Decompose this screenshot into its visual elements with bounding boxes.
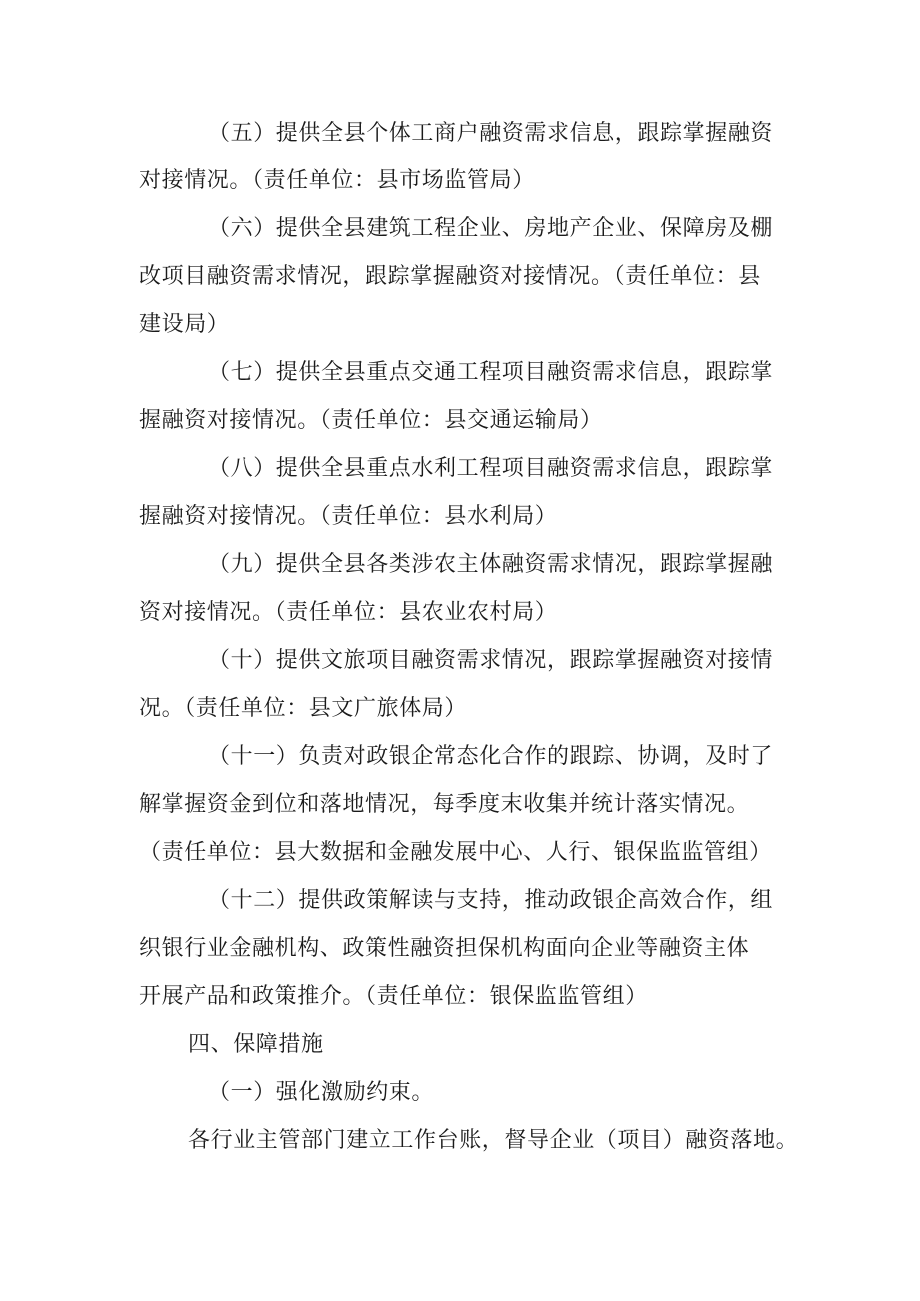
text-line: 建设局） [139, 312, 230, 337]
text-line: 握融资对接情况。（责任单位：县交通运输局） [139, 408, 603, 433]
text-line: （八）提供全县重点水利工程项目融资需求信息，跟踪掌 [208, 456, 774, 481]
text-line: 况。（责任单位：县文广旅体局） [139, 696, 468, 721]
text-line: 握融资对接情况。（责任单位：县水利局） [139, 504, 558, 529]
text-line: 对接情况。（责任单位：县市场监管局） [139, 168, 535, 193]
text-line: 织银行业金融机构、政策性融资担保机构面向企业等融资主体 [139, 936, 750, 961]
text-line: （十）提供文旅项目融资需求情况，跟踪掌握融资对接情 [208, 648, 774, 673]
section-heading: 四、保障措施 [188, 1032, 324, 1057]
text-line: 开展产品和政策推介。（责任单位：银保监监管组） [139, 984, 648, 1009]
text-line: （十二）提供政策解读与支持，推动政银企高效合作，组 [208, 888, 774, 913]
text-line: （责任单位：县大数据和金融发展中心、人行、银保监监管组） [139, 840, 772, 865]
text-line: （九）提供全县各类涉农主体融资需求情况，跟踪掌握融 [208, 552, 774, 577]
text-line: （十一）负责对政银企常态化合作的跟踪、协调，及时了 [208, 744, 774, 769]
text-line: 改项目融资需求情况，跟踪掌握融资对接情况。（责任单位：县 [139, 264, 761, 289]
text-line: 各行业主管部门建立工作台账，督导企业（项目）融资落地。 [188, 1128, 799, 1153]
text-line: 资对接情况。（责任单位：县农业农村局） [139, 600, 558, 625]
subsection-heading: （一）强化激励约束。 [208, 1080, 435, 1105]
text-line: （五）提供全县个体工商户融资需求信息，跟踪掌握融资 [208, 121, 774, 146]
text-line: （六）提供全县建筑工程企业、房地产企业、保障房及棚 [208, 216, 774, 241]
text-line: 解掌握资金到位和落地情况，每季度末收集并统计落实情况。 [139, 792, 750, 817]
text-line: （七）提供全县重点交通工程项目融资需求信息，跟踪掌 [208, 360, 774, 385]
